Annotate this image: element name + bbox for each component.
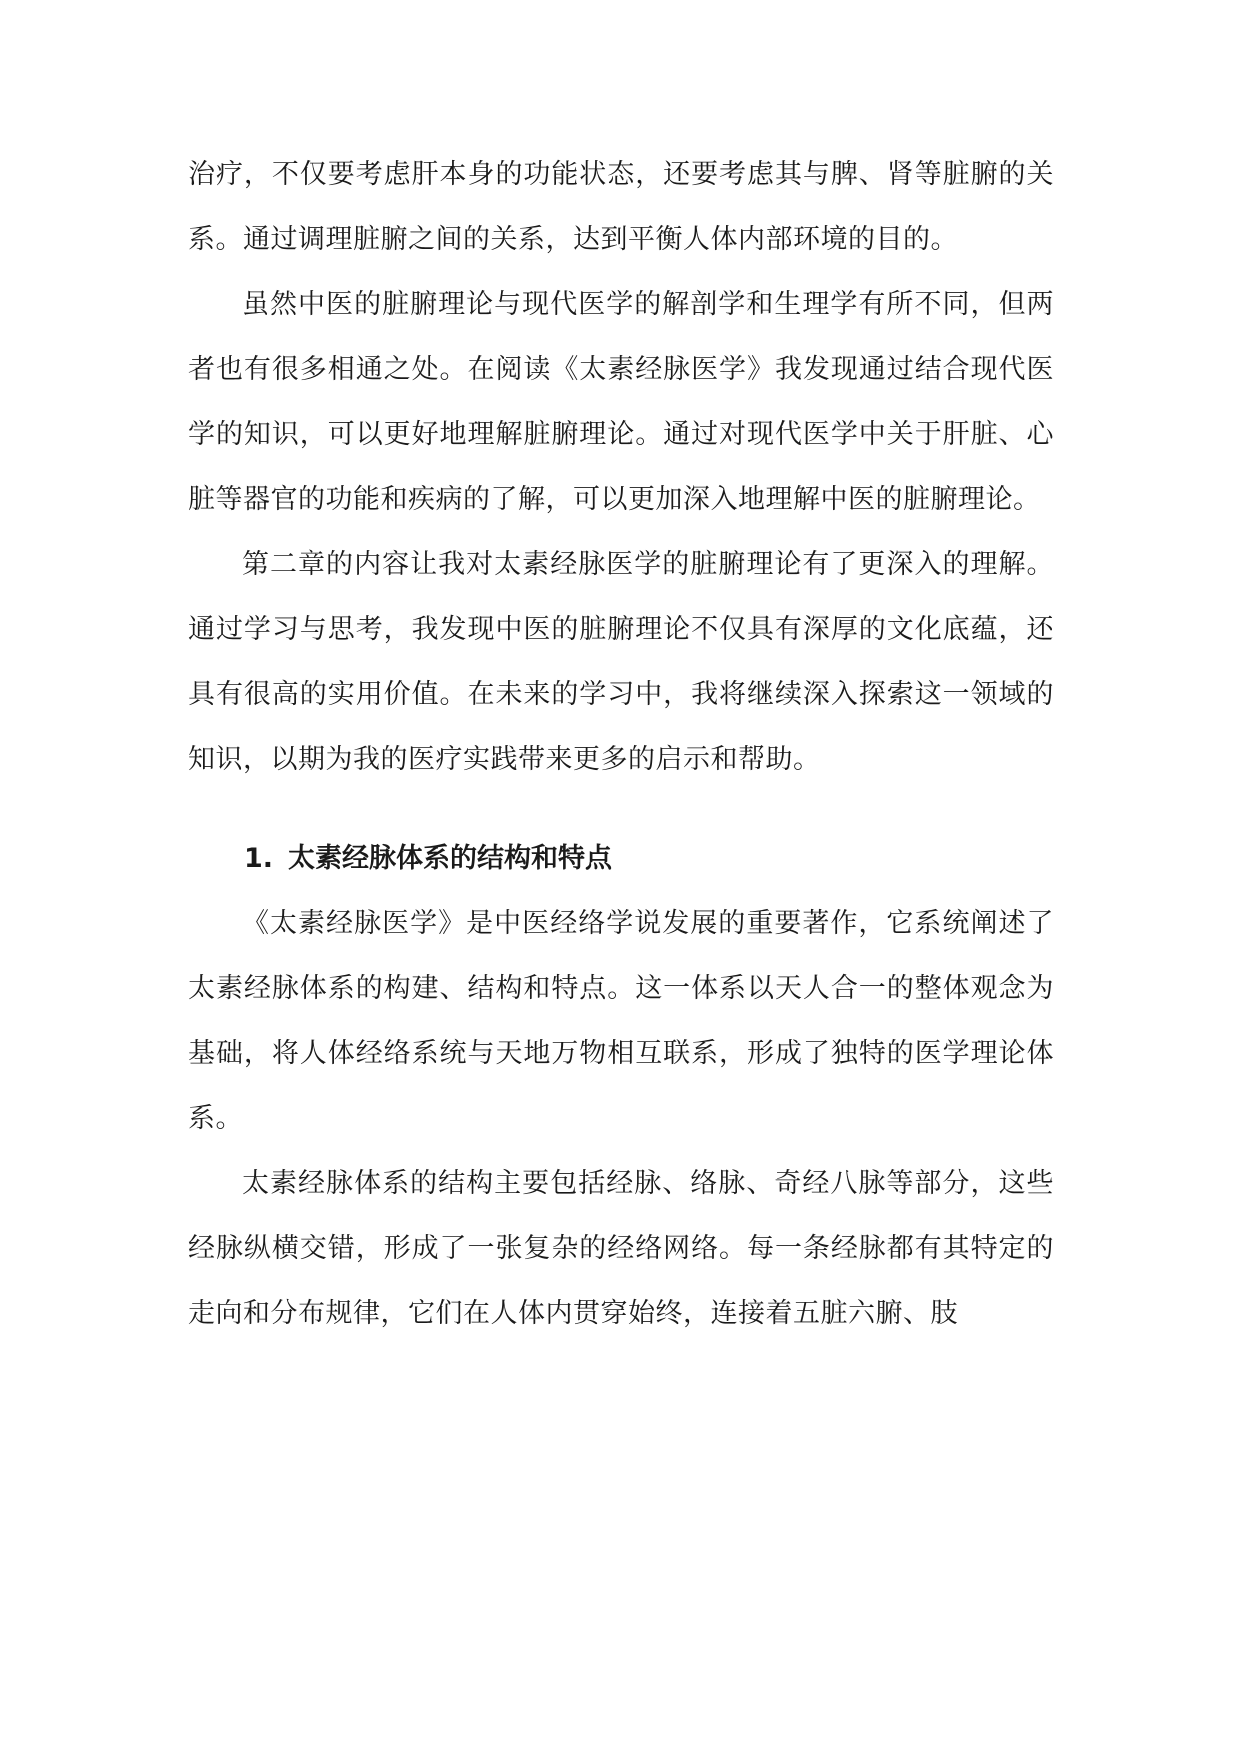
paragraph: 太素经脉体系的结构主要包括经脉、络脉、奇经八脉等部分，这些经脉纵横交错，形成了一张复杂的经络网络。每一条经脉都有其特定的走向和分布规律，它们在人体内贯穿始终，连接着五脏六腑、肢	[188, 1168, 1054, 1329]
paragraph: 虽然中医的脏腑理论与现代医学的解剖学和生理学有所不同，但两者也有很多相通之处。在阅读《太素经脉医学》我发现通过结合现代医学的知识，可以更好地理解脏腑理论。通过对现代医学中关于肝脏、心脏等器官的功能和疾病的了解，可以更加深入地理解中医的脏腑理论。	[188, 289, 1054, 515]
document-body	[188, 142, 1054, 1346]
section-spacer	[188, 792, 1054, 826]
section-title: 太素经脉体系的结构和特点	[288, 843, 612, 874]
section-number: 1.	[244, 843, 274, 874]
paragraph: 《太素经脉医学》是中医经络学说发展的重要著作，它系统阐述了太素经脉体系的构建、结构和特点。这一体系以天人合一的整体观念为基础，将人体经络系统与天地万物相互联系，形成了独特的医学理论体系。	[188, 908, 1054, 1134]
section-heading	[188, 826, 1054, 891]
paragraph: 第二章的内容让我对太素经脉医学的脏腑理论有了更深入的理解。通过学习与思考，我发现中医的脏腑理论不仅具有深厚的文化底蕴，还具有很高的实用价值。在未来的学习中，我将继续深入探索这一领域的知识，以期为我的医疗实践带来更多的启示和帮助。	[188, 549, 1054, 775]
paragraph: 治疗，不仅要考虑肝本身的功能状态，还要考虑其与脾、肾等脏腑的关系。通过调理脏腑之间的关系，达到平衡人体内部环境的目的。	[188, 159, 1054, 255]
